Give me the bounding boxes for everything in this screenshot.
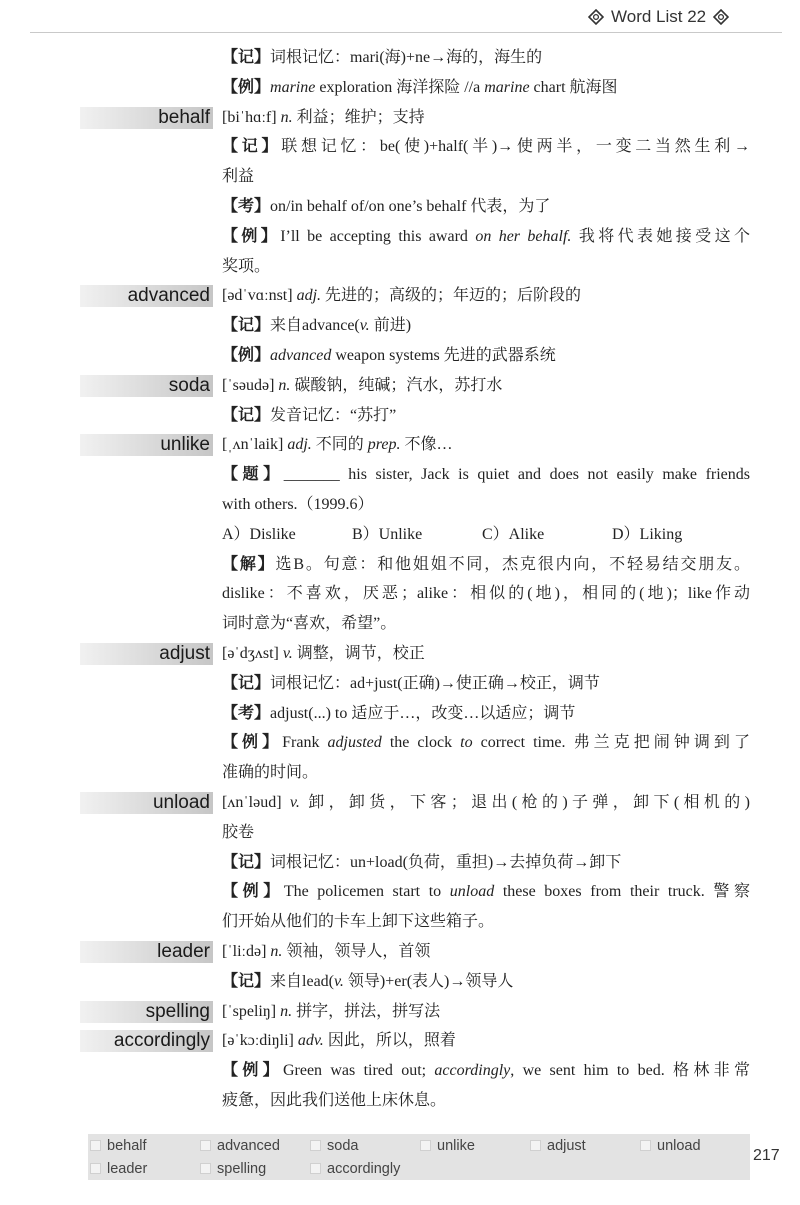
text: 联想记忆：be(使)+half(半)→使两半，一变二当然生利→ — [281, 138, 750, 156]
diamond-icon — [588, 9, 604, 25]
checkbox-icon — [420, 1140, 431, 1151]
note-label: 【记】 — [222, 317, 271, 335]
text-line — [222, 937, 750, 967]
note-label: 【记】 — [222, 853, 271, 871]
italic-text: n. — [280, 1002, 293, 1020]
text: 词根记忆：un+load(负荷，重担)→去掉负荷→卸下 — [270, 853, 622, 871]
page-number: 217 — [753, 1147, 780, 1164]
note-label: 【记】 — [222, 406, 271, 424]
text: 卸，卸货，下客；退出(枪的)子弹，卸下(相机的) — [299, 793, 750, 811]
review-item — [90, 1134, 200, 1157]
text-line — [222, 1026, 750, 1056]
note-label: 【题】 — [222, 466, 284, 484]
text: 胶卷 — [222, 823, 255, 841]
italic-text: to — [460, 734, 473, 752]
italic-text: adj. — [296, 287, 322, 305]
answer-options — [222, 520, 750, 550]
text-line — [222, 699, 750, 729]
text: these boxes from their truck. 警察 — [494, 883, 750, 901]
text: _______ his sister, Jack is quiet and does not easily make friends — [283, 466, 750, 484]
text-line — [222, 669, 750, 699]
headword: accordingly — [80, 1030, 213, 1052]
text-line — [222, 430, 750, 460]
italic-text: n. — [280, 108, 293, 126]
text-line — [222, 848, 750, 878]
text-line — [222, 281, 750, 311]
review-word: unlike — [437, 1137, 475, 1154]
answer-option: A）Dislike — [222, 525, 296, 543]
text: 我将代表她接受这个 — [571, 227, 750, 245]
word-entry — [0, 103, 800, 282]
text: 因此，所以，照着 — [323, 1032, 456, 1050]
text-line — [222, 788, 750, 818]
text: chart 航海图 — [529, 78, 618, 96]
italic-text: v. — [359, 317, 370, 335]
note-label: 【例】 — [222, 883, 284, 901]
review-item — [90, 1157, 200, 1180]
review-item — [310, 1157, 420, 1180]
diamond-icon — [713, 9, 729, 25]
note-paragraph — [0, 311, 800, 341]
text: , we sent him to bed. 格林非常 — [510, 1062, 750, 1080]
text: 准确的时间。 — [222, 764, 319, 782]
text: 词根记忆：mari(海)+ne→海的，海生的 — [270, 49, 543, 66]
note-label: 【记】 — [222, 138, 282, 156]
word-entry — [0, 788, 800, 937]
text: dislike：不喜欢，厌恶；alike：相似的(地)，相同的(地)；like作动 — [222, 585, 750, 603]
word-entry — [0, 1026, 800, 1115]
italic-text: v. — [282, 644, 293, 662]
text: on/in behalf of/on one’s behalf 代表，为了 — [270, 197, 551, 215]
note-paragraph — [0, 520, 800, 550]
text-line — [222, 758, 750, 788]
text: 不同的 — [311, 436, 368, 454]
text: [ˈsəudə] — [222, 376, 279, 394]
word-entry — [0, 371, 800, 431]
answer-option: C）Alike — [482, 525, 545, 543]
review-item — [420, 1134, 530, 1157]
review-word: spelling — [217, 1160, 267, 1177]
text-line — [222, 311, 750, 341]
text-line — [222, 192, 750, 222]
note-paragraph — [0, 669, 800, 699]
review-word: soda — [327, 1137, 359, 1154]
text: with others.（1999.6） — [222, 495, 374, 513]
text: I’ll be accepting this award — [280, 227, 476, 245]
note-label: 【例】 — [222, 734, 283, 752]
text: 拼字，拼法，拼写法 — [292, 1002, 441, 1020]
text: Green was tired out; — [282, 1062, 435, 1080]
note-label: 【例】 — [222, 78, 271, 96]
note-label: 【考】 — [222, 197, 271, 215]
note-paragraph — [0, 341, 800, 371]
note-label: 【例】 — [222, 227, 281, 245]
review-item — [310, 1134, 420, 1157]
review-item — [640, 1134, 750, 1157]
text-line — [222, 490, 750, 520]
text-line — [222, 639, 750, 669]
italic-text: adjusted — [327, 734, 382, 752]
review-item — [200, 1134, 310, 1157]
text-line — [222, 579, 750, 609]
text-line — [222, 460, 750, 490]
note-paragraph — [0, 43, 800, 73]
text: correct time. 弗兰克把闹钟调到了 — [472, 734, 750, 752]
word-list-title: Word List 22 — [611, 7, 707, 26]
note-paragraph — [0, 550, 800, 639]
text: 发音记忆：“苏打” — [270, 406, 397, 424]
review-word: accordingly — [327, 1160, 401, 1177]
text: the clock — [381, 734, 461, 752]
italic-text: on her behalf. — [475, 227, 572, 245]
text-line — [222, 1086, 750, 1116]
checkbox-icon — [310, 1140, 321, 1151]
italic-text: adj. — [287, 436, 312, 454]
text-line — [222, 907, 750, 937]
text-line — [222, 877, 750, 907]
note-label: 【例】 — [222, 1062, 283, 1080]
italic-text: n. — [278, 376, 291, 394]
text-line — [222, 132, 750, 162]
text: [ədˈvɑːnst] — [222, 287, 297, 305]
text-line — [222, 967, 750, 997]
text: [əˈdʒʌst] — [222, 644, 283, 662]
text: [ʌnˈləud] — [222, 793, 290, 811]
italic-text: accordingly — [434, 1062, 511, 1080]
text: 先进的；高级的；年迈的；后阶段的 — [321, 287, 582, 305]
word-entry — [0, 997, 800, 1027]
word-entry — [0, 281, 800, 370]
text: 来自lead( — [270, 972, 334, 990]
text-line — [222, 43, 750, 73]
text: [biˈhɑːf] — [222, 108, 281, 126]
word-entry — [0, 430, 800, 639]
text: adjust(...) to 适应于…，改变…以适应；调节 — [270, 704, 576, 722]
note-paragraph — [0, 728, 800, 788]
checkbox-icon — [640, 1140, 651, 1151]
entries — [0, 43, 800, 1116]
text: exploration 海洋探险 //a — [315, 78, 485, 96]
note-paragraph — [0, 877, 800, 937]
text: 利益 — [222, 168, 255, 186]
italic-text: v. — [334, 972, 344, 990]
text: 利益；维护；支持 — [292, 108, 425, 126]
text: The policemen start to — [283, 883, 450, 901]
review-word-box — [88, 1134, 750, 1180]
note-paragraph — [0, 967, 800, 997]
text: 们开始从他们的卡车上卸下这些箱子。 — [222, 913, 495, 931]
italic-text: adv. — [297, 1032, 324, 1050]
note-paragraph — [0, 699, 800, 729]
text-line — [222, 997, 750, 1027]
note-paragraph — [0, 222, 800, 282]
note-paragraph — [0, 73, 800, 103]
italic-text: unload — [449, 883, 495, 901]
headword: soda — [80, 375, 213, 397]
checkbox-icon — [310, 1163, 321, 1174]
italic-text: advanced — [270, 346, 332, 364]
note-label: 【考】 — [222, 704, 271, 722]
text: [ˈspeliŋ] — [222, 1002, 281, 1020]
text-line — [222, 550, 750, 580]
text: 词根记忆：ad+just(正确)→使正确→校正，调节 — [270, 674, 600, 692]
note-label: 【例】 — [222, 346, 271, 364]
italic-text: v. — [289, 793, 300, 811]
headword: adjust — [80, 643, 213, 665]
note-paragraph — [0, 132, 800, 192]
text-line — [222, 728, 750, 758]
note-label: 【记】 — [222, 49, 271, 66]
word-entry — [0, 43, 800, 103]
italic-text: marine — [270, 78, 316, 96]
note-paragraph — [0, 192, 800, 222]
italic-text: marine — [484, 78, 530, 96]
review-word: leader — [107, 1160, 148, 1177]
checkbox-icon — [90, 1140, 101, 1151]
text: [ˈliːdə] — [222, 942, 271, 960]
text: 不像… — [400, 436, 453, 454]
text: [əˈkɔːdiŋli] — [222, 1032, 298, 1050]
text-line — [222, 73, 750, 103]
note-paragraph — [0, 1056, 800, 1116]
text-line — [222, 162, 750, 192]
text-line — [222, 1056, 750, 1086]
text-line — [222, 103, 750, 133]
text: 碳酸钠，纯碱；汽水，苏打水 — [290, 376, 503, 394]
header-divider — [30, 32, 782, 33]
italic-text: n. — [270, 942, 283, 960]
text: 选B。句意：和他姐姐不同，杰克很内向，不轻易结交朋友。 — [275, 555, 750, 573]
text-line — [222, 341, 750, 371]
checkbox-icon — [530, 1140, 541, 1151]
headword: unload — [80, 792, 213, 814]
text: Frank — [282, 734, 328, 752]
text: [ˌʌnˈlaik] — [222, 436, 288, 454]
text-line — [222, 371, 750, 401]
text: 调整，调节，校正 — [292, 644, 425, 662]
checkbox-icon — [200, 1140, 211, 1151]
checkbox-icon — [200, 1163, 211, 1174]
text: 奖项。 — [222, 257, 271, 275]
text-line — [222, 401, 750, 431]
text: weapon systems 先进的武器系统 — [331, 346, 556, 364]
review-item — [530, 1134, 640, 1157]
review-item — [200, 1157, 310, 1180]
text: 领导)+er(表人)→领导人 — [343, 972, 514, 990]
answer-option: D）Liking — [612, 525, 683, 543]
headword: spelling — [80, 1001, 213, 1023]
note-paragraph — [0, 460, 800, 520]
note-label: 【解】 — [222, 555, 276, 573]
text: 词时意为“喜欢，希望”。 — [222, 615, 397, 633]
review-word: behalf — [107, 1137, 147, 1154]
text-line — [222, 222, 750, 252]
headword: advanced — [80, 285, 213, 307]
checkbox-icon — [90, 1163, 101, 1174]
italic-text: prep. — [367, 436, 401, 454]
note-paragraph — [0, 848, 800, 878]
headword: unlike — [80, 434, 213, 456]
review-word: advanced — [217, 1137, 280, 1154]
text-line — [222, 818, 750, 848]
word-entry — [0, 639, 800, 788]
note-label: 【记】 — [222, 674, 271, 692]
answer-option: B）Unlike — [352, 525, 423, 543]
text: 疲惫，因此我们送他上床休息。 — [222, 1091, 447, 1109]
text-line — [222, 609, 750, 639]
note-label: 【记】 — [222, 972, 271, 990]
headword: leader — [80, 941, 213, 963]
text: 前进) — [369, 317, 412, 335]
text-line — [222, 252, 750, 282]
review-word: adjust — [547, 1137, 586, 1154]
review-word: unload — [657, 1137, 701, 1154]
word-entry — [0, 937, 800, 997]
headword: behalf — [80, 107, 213, 129]
text: 来自advance( — [270, 317, 360, 335]
running-header — [588, 6, 729, 28]
note-paragraph — [0, 401, 800, 431]
text: 领袖，领导人，首领 — [282, 942, 431, 960]
